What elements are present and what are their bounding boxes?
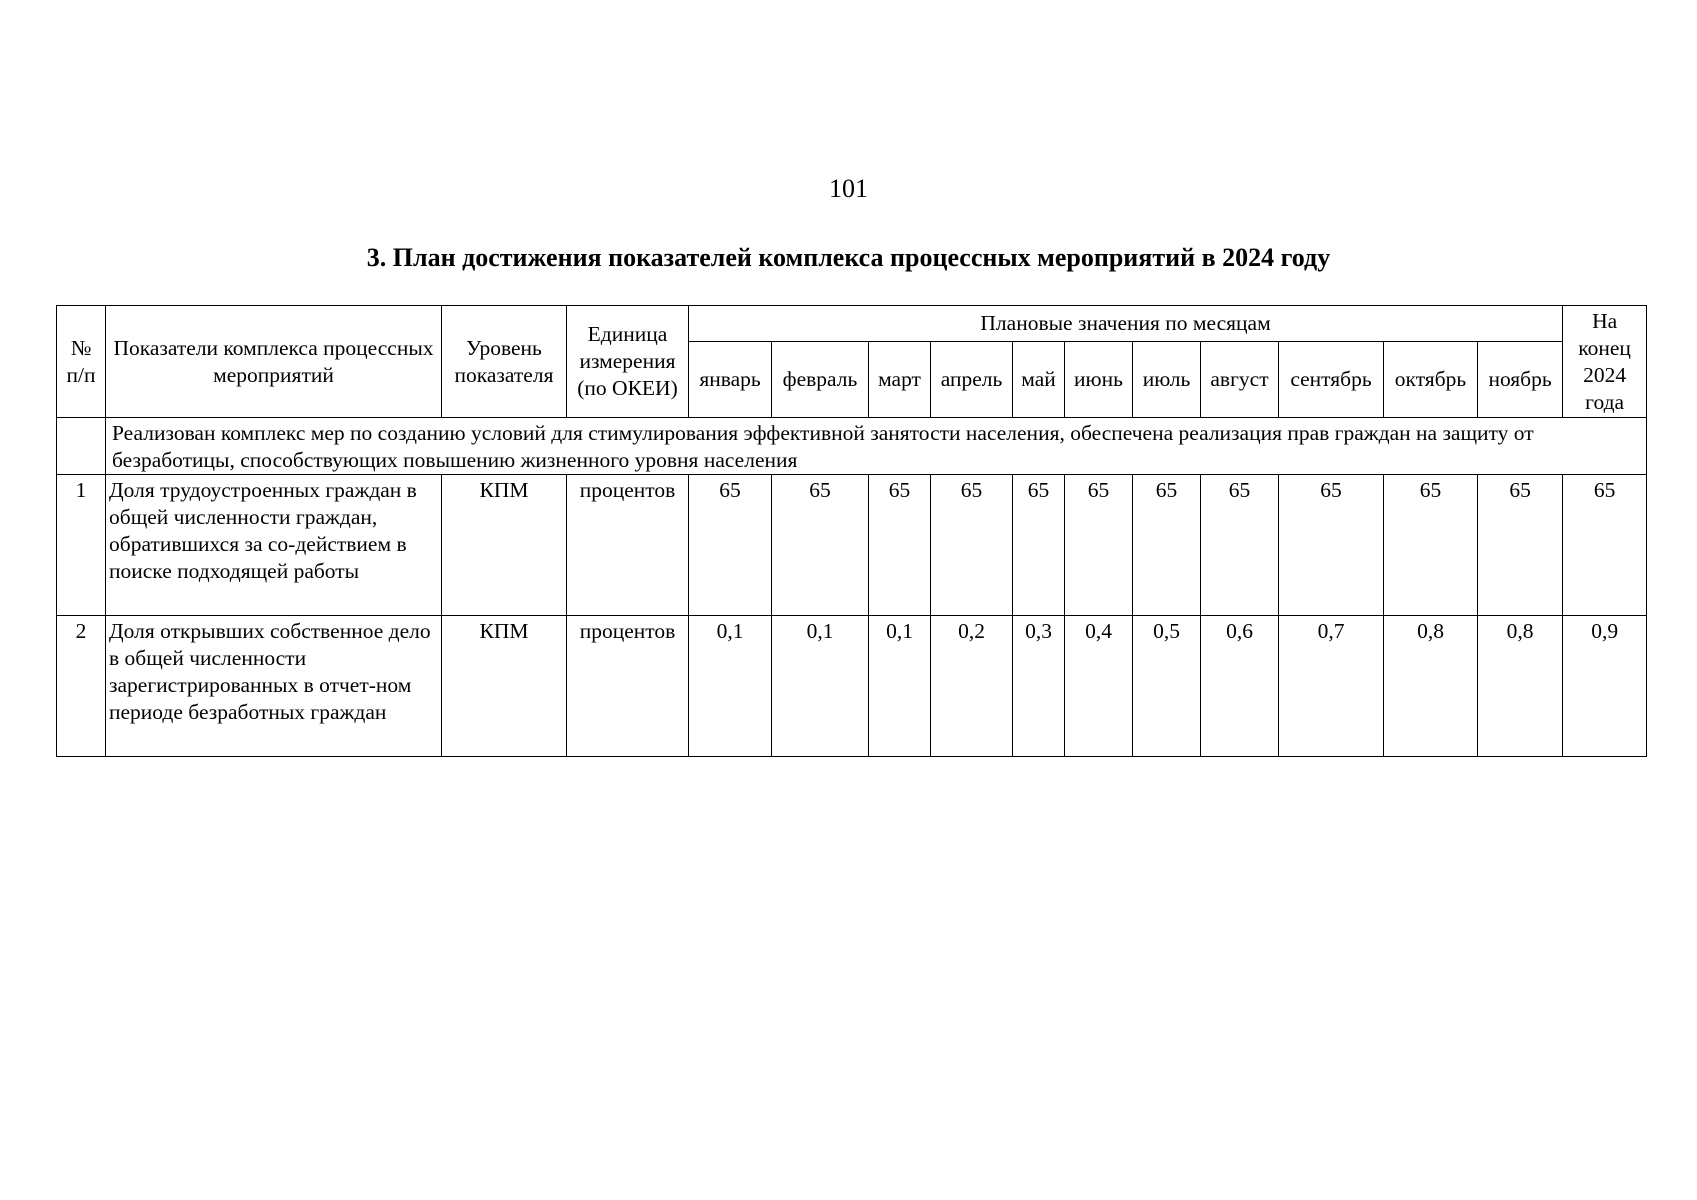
table-header-row <box>57 306 1647 342</box>
row-value-nov: 65 <box>1478 475 1563 616</box>
section-task-text: Реализован комплекс мер по созданию условий для стимулирования эффективной занятости населения, обеспечена реализация прав граждан на защиту от безработицы, способствующих повышению жизненного уровня населения <box>106 418 1647 475</box>
header-month-feb: февраль <box>772 342 869 418</box>
row-value-oct: 0,8 <box>1384 616 1478 757</box>
row-unit: процентов <box>567 616 689 757</box>
table-row <box>57 616 1647 757</box>
row-value-aug: 65 <box>1201 475 1279 616</box>
row-level: КПМ <box>442 616 567 757</box>
row-value-apr: 0,2 <box>931 616 1013 757</box>
row-value-nov: 0,8 <box>1478 616 1563 757</box>
row-value-sep: 65 <box>1279 475 1384 616</box>
row-value-sep: 0,7 <box>1279 616 1384 757</box>
row-value-mar: 65 <box>869 475 931 616</box>
row-value-feb: 0,1 <box>772 616 869 757</box>
row-value-feb: 65 <box>772 475 869 616</box>
header-month-jun: июнь <box>1065 342 1133 418</box>
header-level: Уровень показателя <box>442 306 567 418</box>
row-value-jul: 0,5 <box>1133 616 1201 757</box>
header-month-oct: октябрь <box>1384 342 1478 418</box>
header-month-sep: сентябрь <box>1279 342 1384 418</box>
row-value-jun: 0,4 <box>1065 616 1133 757</box>
row-value-apr: 65 <box>931 475 1013 616</box>
row-value-year-end: 0,9 <box>1563 616 1647 757</box>
section-row <box>57 418 1647 475</box>
row-value-year-end: 65 <box>1563 475 1647 616</box>
section-empty-cell <box>57 418 106 475</box>
row-value-may: 0,3 <box>1013 616 1065 757</box>
header-month-jan: январь <box>689 342 772 418</box>
header-unit: Единица измерения (по ОКЕИ) <box>567 306 689 418</box>
row-value-may: 65 <box>1013 475 1065 616</box>
header-monthly-group: Плановые значения по месяцам <box>689 306 1563 342</box>
row-value-jul: 65 <box>1133 475 1201 616</box>
header-month-aug: август <box>1201 342 1279 418</box>
plan-table <box>56 305 1647 757</box>
row-level: КПМ <box>442 475 567 616</box>
header-indicator: Показатели комплекса процессных мероприятий <box>106 306 442 418</box>
page-number: 101 <box>829 174 868 203</box>
row-value-jan: 65 <box>689 475 772 616</box>
row-indicator-name: Доля трудоустроенных граждан в общей численности граждан, обратившихся за со-действием в поиске подходящей работы <box>106 475 442 616</box>
header-num: № п/п <box>57 306 106 418</box>
row-value-mar: 0,1 <box>869 616 931 757</box>
header-month-nov: ноябрь <box>1478 342 1563 418</box>
row-value-oct: 65 <box>1384 475 1478 616</box>
document-title: 3. План достижения показателей комплекса процессных мероприятий в 2024 году <box>366 243 1331 272</box>
row-unit: процентов <box>567 475 689 616</box>
table-row <box>57 475 1647 616</box>
row-value-jan: 0,1 <box>689 616 772 757</box>
row-value-aug: 0,6 <box>1201 616 1279 757</box>
header-month-mar: март <box>869 342 931 418</box>
row-num: 2 <box>57 616 106 757</box>
header-month-apr: апрель <box>931 342 1013 418</box>
row-num: 1 <box>57 475 106 616</box>
row-indicator-name: Доля открывших собственное дело в общей численности зарегистрированных в отчет-ном периоде безработных граждан <box>106 616 442 757</box>
row-value-jun: 65 <box>1065 475 1133 616</box>
header-month-may: май <box>1013 342 1065 418</box>
header-year-end: На конец 2024 года <box>1563 306 1647 418</box>
header-month-jul: июль <box>1133 342 1201 418</box>
